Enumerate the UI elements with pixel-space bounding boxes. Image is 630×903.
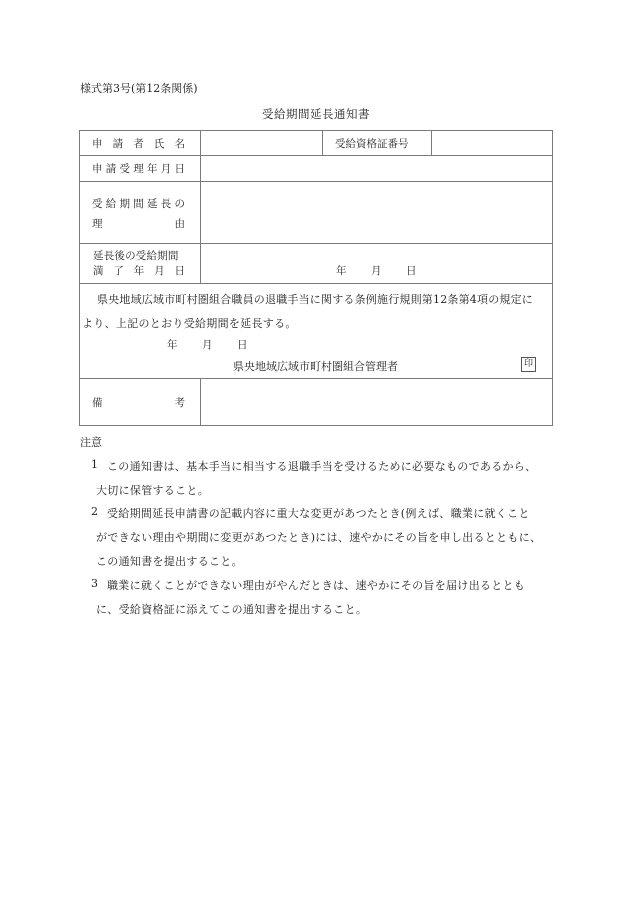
table-border-top (79, 130, 553, 131)
remarks-label (92, 395, 185, 410)
label-char: 備 (92, 397, 103, 409)
row-divider (79, 283, 553, 284)
label-char: 了 (113, 265, 124, 277)
applicant-name-label (92, 136, 185, 151)
extension-reason-field[interactable] (202, 183, 550, 241)
column-divider (200, 378, 201, 425)
label-char: 考 (174, 397, 185, 409)
statement-line-2: より、上記のとおり受給期間を延長する。 (82, 317, 297, 330)
document-title: 受給期間延長通知書 (262, 107, 370, 121)
label-char: 満 (93, 265, 104, 277)
extension-reason-label-line2 (92, 216, 185, 231)
label-char: 日 (174, 163, 185, 175)
note-text-line: この通知書は、基本手当に相当する退職手当を受けるために必要なものであるから、 (107, 460, 537, 473)
label-char: 間 (133, 198, 144, 210)
label-char: 延 (147, 198, 158, 210)
label-char: 申 (92, 163, 103, 175)
label-char: 月 (160, 163, 172, 175)
certificate-number-field[interactable] (433, 132, 550, 154)
end-date-month: 月 (371, 265, 382, 277)
column-divider (431, 130, 432, 155)
note-text-line: この通知書を提出すること。 (96, 555, 243, 568)
row-divider (79, 155, 553, 156)
statement-date-month: 月 (202, 339, 213, 351)
note-number: 1 (91, 458, 99, 471)
label-char: 年 (133, 265, 145, 277)
label-char: 氏 (153, 138, 165, 150)
form-number: 様式第3号(第12条関係) (80, 82, 198, 95)
note-text-line: に、受給資格証に添えてこの通知書を提出すること。 (96, 603, 368, 616)
note-text-line: 受給期間延長申請書の記載内容に重大な変更があつたとき(例えば、職業に就くこと (107, 507, 530, 520)
label-char: 給 (105, 198, 117, 210)
remarks-field[interactable] (202, 380, 550, 424)
row-divider (79, 181, 553, 182)
applicant-name-field[interactable] (202, 132, 320, 154)
table-border-bottom (79, 425, 553, 426)
note-text-line: ができない理由や期間に変更があつたとき)には、速やかにその旨を申し出るとともに、 (96, 531, 542, 544)
end-date-day: 日 (406, 265, 417, 277)
administrator-name: 県央地域広域市町村圏組合管理者 (233, 360, 398, 373)
note-number: 3 (91, 577, 99, 590)
statement-date-year: 年 (167, 339, 178, 351)
notes-heading: 注意 (80, 436, 102, 449)
row-divider (79, 378, 553, 379)
label-char: 受 (92, 198, 103, 210)
column-divider (322, 130, 323, 155)
label-char: 長 (160, 198, 172, 210)
note-number: 2 (91, 505, 99, 518)
received-date-field[interactable] (202, 157, 550, 180)
label-char: 受 (119, 163, 130, 175)
label-char: 月 (154, 265, 165, 277)
end-date-field[interactable] (202, 245, 550, 282)
label-char: 年 (147, 163, 158, 175)
label-char: 期 (119, 198, 130, 210)
label-char: 申 (92, 138, 103, 150)
label-char: の (174, 198, 185, 210)
end-date-label-line1: 延長後の受給期間 (93, 250, 179, 262)
extension-reason-label-line1 (92, 196, 185, 211)
end-date-label-line2 (93, 263, 185, 278)
statement-line-1: 県央地域広域市町村圏組合職員の退職手当に関する条例施行規則第12条第4項の規定に (97, 293, 533, 306)
table-border-left (79, 130, 80, 426)
label-char: 者 (133, 138, 144, 150)
label-char: 請 (105, 163, 117, 175)
note-text-line: 大切に保管すること。 (96, 484, 209, 497)
label-char: 請 (112, 138, 124, 150)
column-divider (200, 130, 201, 283)
table-border-right (552, 130, 553, 426)
label-char: 理 (133, 163, 144, 175)
label-char: 由 (174, 218, 185, 230)
certificate-number-label: 受給資格証番号 (335, 138, 409, 150)
seal-mark: 印 (521, 357, 536, 372)
note-text-line: 職業に就くことができない理由がやんだときは、速やかにその旨を届け出るととも (107, 579, 526, 592)
row-divider (79, 243, 553, 244)
label-char: 日 (174, 265, 185, 277)
label-char: 理 (92, 218, 103, 230)
received-date-label (92, 161, 185, 176)
statement-date-day: 日 (237, 339, 248, 351)
end-date-year: 年 (336, 265, 347, 277)
label-char: 名 (174, 138, 185, 150)
